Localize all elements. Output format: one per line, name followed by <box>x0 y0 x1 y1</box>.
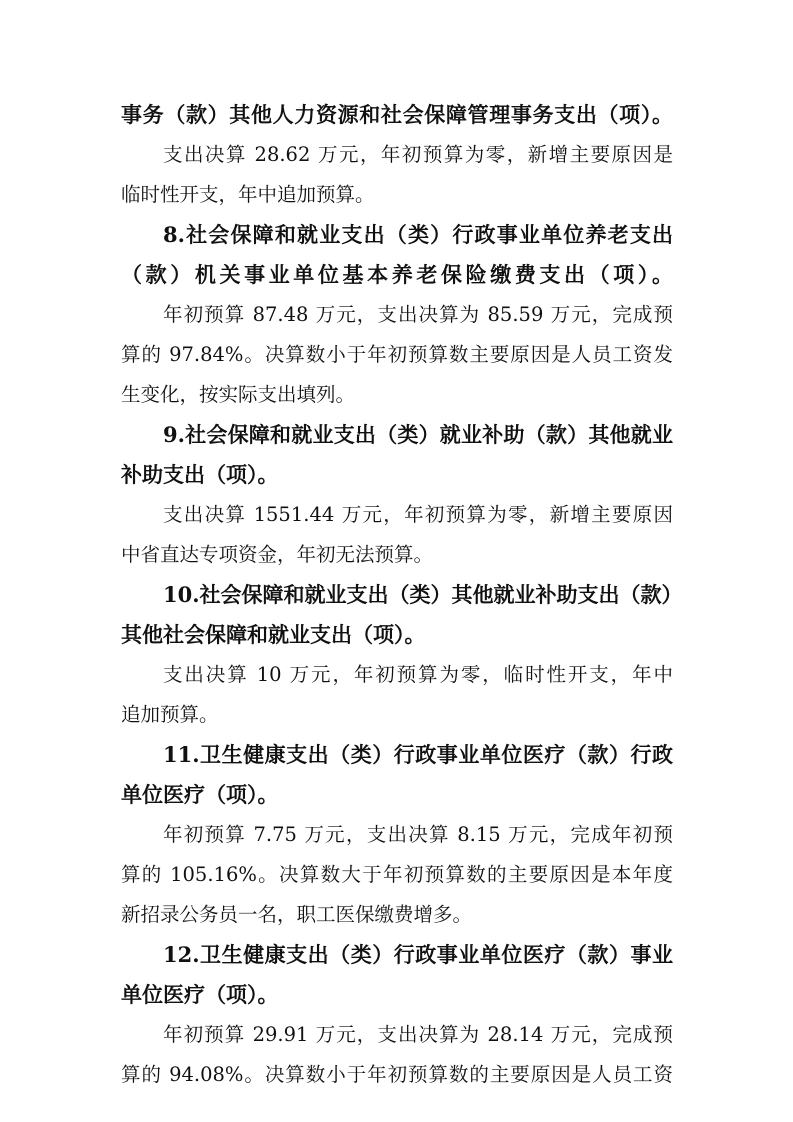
heading-line: （款）机关事业单位基本养老保险缴费支出（项）。 <box>121 262 673 287</box>
paragraph-line: 支出决算 1551.44 万元，年初预算为零，新增主要原因 <box>163 503 673 526</box>
paragraph-line: 追加预算。 <box>121 703 219 726</box>
paragraph-line: 年初预算 7.75 万元，支出决算 8.15 万元，完成年初预 <box>163 823 673 846</box>
heading-line: 其他社会保障和就业支出（项）。 <box>121 622 426 647</box>
paragraph-line: 算的 105.16%。决算数大于年初预算数的主要原因是本年度 <box>121 863 673 886</box>
heading-line: 单位医疗（项）。 <box>121 782 279 807</box>
paragraph-line: 中省直达专项资金，年初无法预算。 <box>121 543 434 566</box>
heading-line: 10.社会保障和就业支出（类）其他就业补助支出（款） <box>163 582 683 607</box>
heading-line: 11.卫生健康支出（类）行政事业单位医疗（款）行政 <box>163 742 673 767</box>
paragraph-line: 新招录公务员一名，职工医保缴费增多。 <box>121 903 473 926</box>
heading-line: 补助支出（项）。 <box>121 462 279 487</box>
paragraph-line: 支出决算 28.62 万元，年初预算为零，新增主要原因是 <box>163 143 673 166</box>
paragraph-line: 年初预算 29.91 万元，支出决算为 28.14 万元，完成预 <box>163 1023 673 1046</box>
heading-line: 单位医疗（项）。 <box>121 982 279 1007</box>
paragraph-line: 临时性开支，年中追加预算。 <box>121 183 375 206</box>
heading-line: 12.卫生健康支出（类）行政事业单位医疗（款）事业 <box>163 942 673 967</box>
paragraph-line: 算的 94.08%。决算数小于年初预算数的主要原因是人员工资 <box>121 1063 673 1086</box>
paragraph-line: 算的 97.84%。决算数小于年初预算数主要原因是人员工资发 <box>121 343 673 366</box>
paragraph-line: 支出决算 10 万元，年初预算为零，临时性开支，年中 <box>163 663 673 686</box>
heading-line: 事务（款）其他人力资源和社会保障管理事务支出（项）。 <box>121 102 673 127</box>
heading-line: 9.社会保障和就业支出（类）就业补助（款）其他就业 <box>163 422 673 447</box>
heading-line: 8.社会保障和就业支出（类）行政事业单位养老支出 <box>163 222 673 247</box>
paragraph-line: 生变化，按实际支出填列。 <box>121 383 356 406</box>
paragraph-line: 年初预算 87.48 万元，支出决算为 85.59 万元，完成预 <box>163 303 673 326</box>
